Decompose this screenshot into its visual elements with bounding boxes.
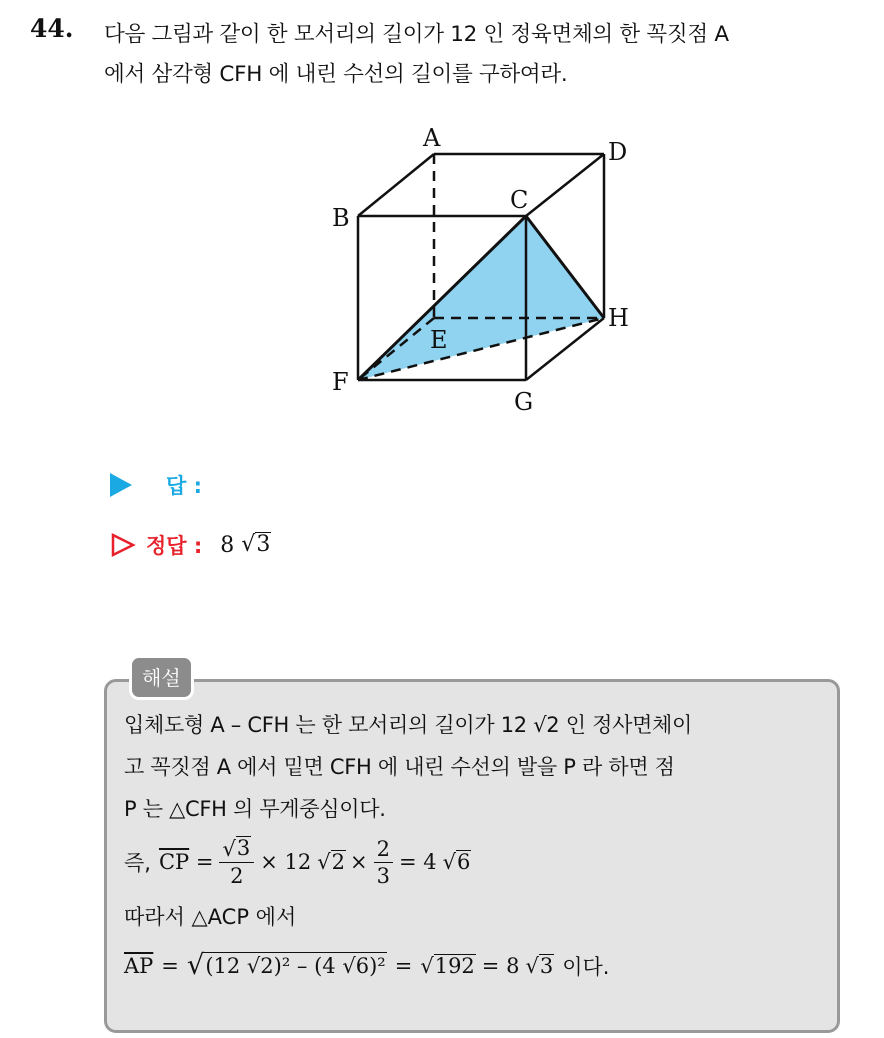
eq1-mid: × 12: [260, 850, 312, 874]
equation-cp: 즉, $\overline{CP}$ = √ 3 2 × 12 √ 2 × $\frac{2}{3}$ = 4 √ 6: [124, 835, 471, 888]
segment-ap: $\overline{AP}$: [124, 954, 154, 978]
answer-row: [110, 470, 202, 500]
vertex-label-e: E: [430, 326, 448, 354]
sqrt-192-radicand: 192: [434, 953, 475, 978]
eq2-suffix: 이다.: [562, 955, 610, 979]
answer-coef: 8: [220, 532, 235, 558]
sqrt-192: √ 192: [420, 953, 475, 978]
vertex-label-f: F: [332, 368, 349, 396]
question-line-1: 다음 그림과 같이 한 모서리의 길이가 12 인 정육면체의 한 꼭짓점 A: [104, 22, 729, 47]
eq2-result-radicand: 3: [539, 953, 554, 978]
solution-line-2: 고 꼭짓점 A 에서 밑면 CFH 에 내린 수선의 발을 P 라 하면 점: [124, 755, 675, 779]
outline-play-icon: [110, 532, 136, 558]
fraction-sqrt3-over-2: √ 3 2: [219, 836, 254, 889]
correct-answer-label: 정답 :: [146, 534, 203, 558]
frac1-den: 2: [230, 863, 244, 888]
vertex-label-a: A: [423, 124, 441, 152]
frac1-radicand: 3: [236, 835, 251, 860]
eq1-result-radicand: 6: [457, 849, 471, 874]
solution-paragraph: [124, 704, 834, 830]
play-icon: [110, 473, 132, 497]
vertex-label-b: B: [332, 204, 350, 232]
correct-answer-value: [220, 532, 271, 557]
answer-label: 답 :: [166, 474, 202, 498]
solution-line-3: P 는 △CFH 의 무게중심이다.: [124, 797, 386, 821]
big-sqrt: √ (12 √2)² – (4 √6)²: [186, 950, 386, 982]
vertex-label-c: C: [510, 186, 529, 214]
solution-content: [124, 704, 834, 994]
big-sqrt-inner: (12 √2)² – (4 √6)²: [205, 954, 386, 979]
eq1-result: = 4: [398, 850, 437, 874]
eq2-result: = 8: [481, 954, 520, 978]
segment-cp: $\overline{CP}$: [158, 850, 190, 874]
solution-tag: 해설: [129, 655, 194, 700]
eq1-result-sqrt: √ 6: [442, 849, 471, 874]
eq1-mid-radicand: 2: [331, 849, 345, 874]
question-line-2: 에서 삼각형 CFH 에 내린 수선의 길이를 구하여라.: [104, 62, 568, 87]
vertex-label-g: G: [514, 388, 534, 416]
frac2-num: 2: [374, 836, 393, 863]
cube-figure: [320, 118, 640, 418]
question-text: [104, 15, 874, 95]
vertex-label-d: D: [608, 138, 628, 166]
answer-radicand: 3: [256, 532, 271, 558]
vertex-label-h: H: [608, 304, 629, 332]
eq1-mid-sqrt: √ 2: [317, 849, 345, 874]
solution-line-1: 입체도형 A – CFH 는 한 모서리의 길이가 12 √2 인 정사면체이: [124, 713, 693, 737]
question-number: 44.: [30, 14, 74, 43]
triangle-cfh: [358, 216, 604, 380]
solution-line-5: 따라서 △ACP 에서: [124, 905, 297, 929]
answer-sqrt: √ 3: [241, 532, 271, 558]
frac2-den: 3: [376, 863, 390, 888]
eq2-result-sqrt: √ 3: [525, 953, 554, 978]
correct-answer-row: [110, 530, 271, 560]
fraction-2-over-3: [374, 836, 393, 889]
equation-ap: $\overline{AP}$ = √ (12 √2)² – (4 √6)² = √ 192 = 8 √ 3 이다.: [124, 950, 610, 982]
eq1-prefix: 즉,: [124, 851, 151, 875]
